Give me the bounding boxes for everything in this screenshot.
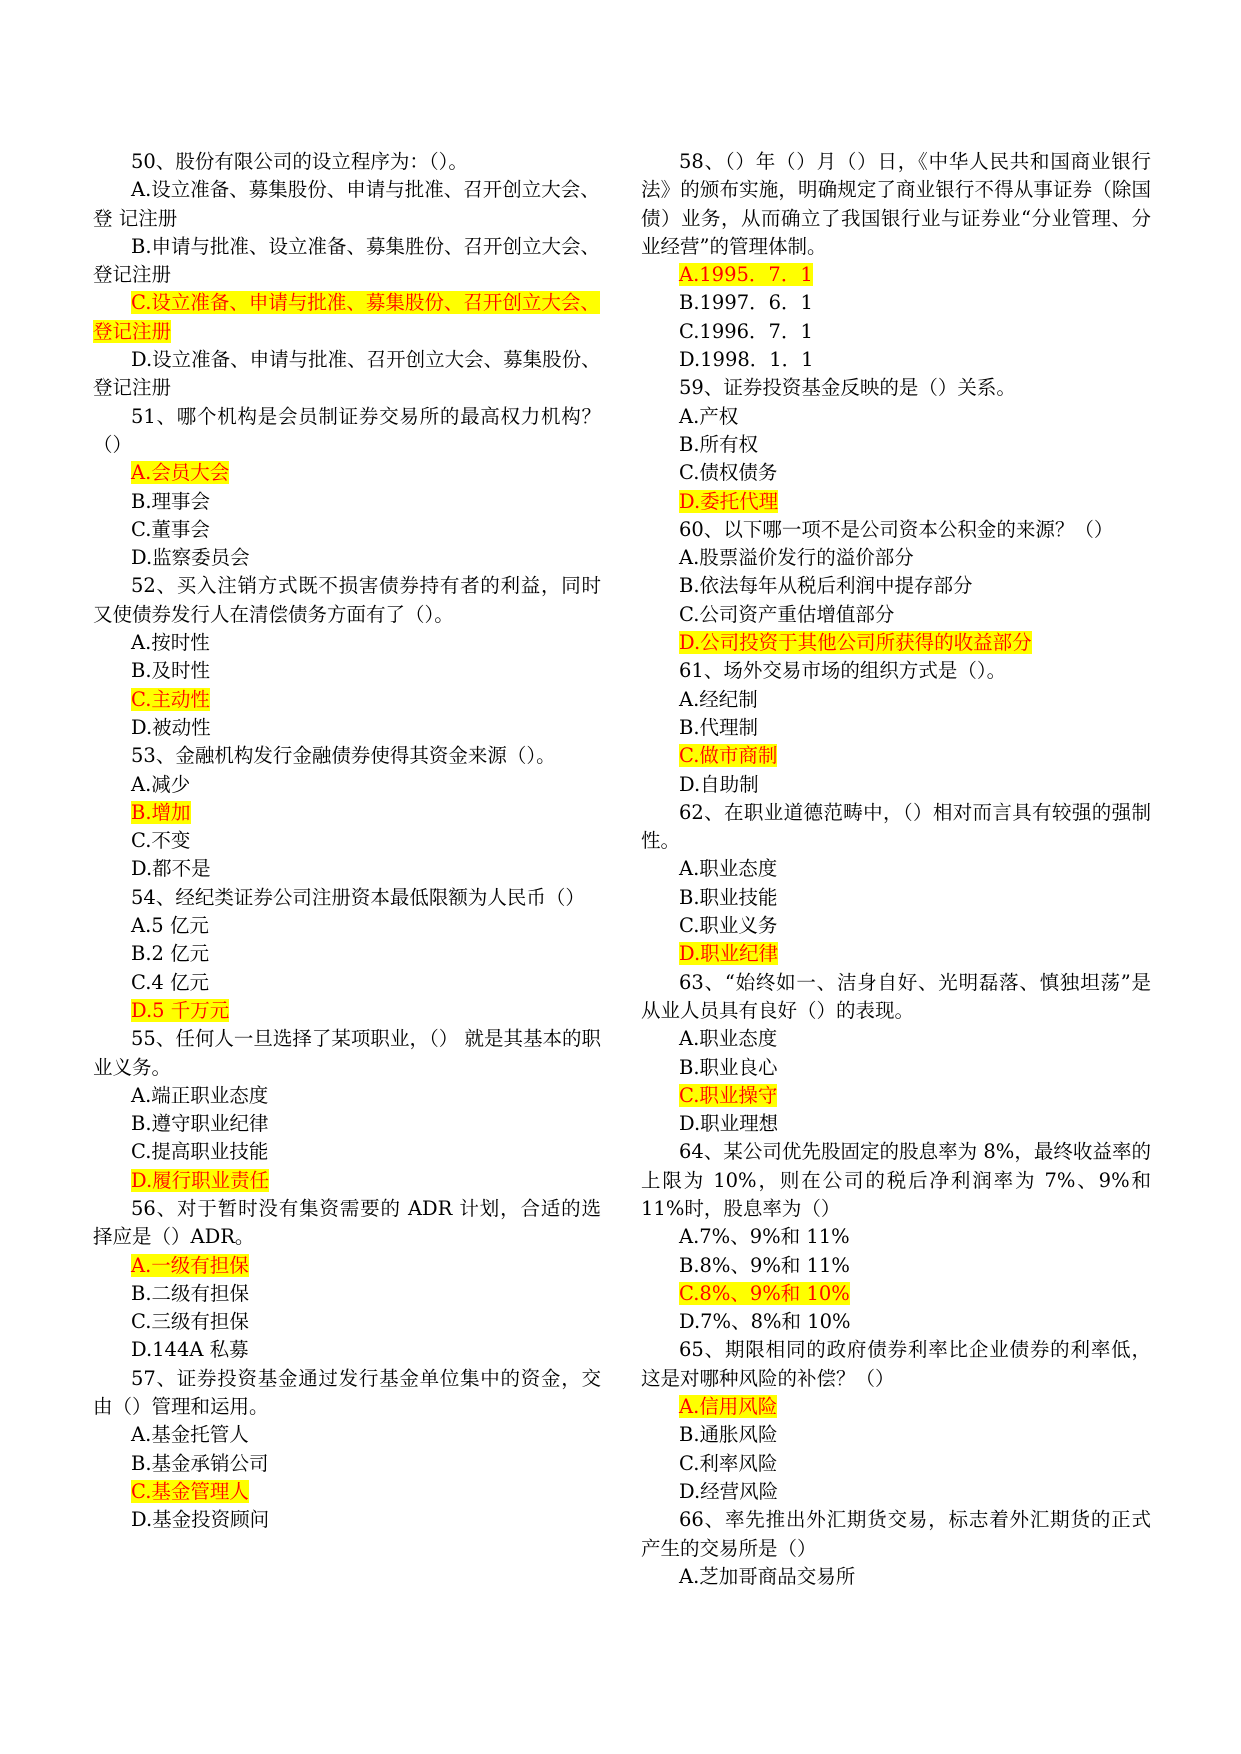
answer-option: [93, 799, 601, 827]
highlighted-correct-answer: D.履行职业责任: [131, 1168, 270, 1192]
question-text: [641, 516, 1151, 544]
option-label: D.自助制: [679, 772, 759, 796]
option-label: D.监察委员会: [131, 546, 250, 570]
answer-option: [93, 855, 601, 883]
question-text: [641, 374, 1151, 402]
answer-option: [93, 629, 601, 657]
option-label: B.基金承销公司: [131, 1451, 269, 1475]
highlighted-correct-answer: D.公司投资于其他公司所获得的收益部分: [679, 631, 1032, 655]
option-label: B.通胀风险: [679, 1423, 778, 1447]
answer-option: [641, 1082, 1151, 1110]
option-label: B.申请与批准、设立准备、募集胜份、召开创立大会、登记注册: [93, 234, 601, 287]
answer-option: [641, 1252, 1151, 1280]
highlighted-correct-answer: A.会员大会: [131, 461, 230, 485]
option-label: C.利率风险: [679, 1451, 778, 1475]
highlighted-correct-answer: C.8%、9%和 10%: [679, 1281, 850, 1305]
answer-option: [641, 884, 1151, 912]
answer-option: [641, 629, 1151, 657]
option-label: A.7%、9%和 11%: [679, 1225, 850, 1249]
answer-option: [641, 1054, 1151, 1082]
option-label: B.二级有担保: [131, 1281, 250, 1305]
answer-option: [93, 997, 601, 1025]
question-label: 50、股份有限公司的设立程序为：（）。: [131, 150, 468, 173]
answer-option: [641, 771, 1151, 799]
question-text: [641, 148, 1151, 261]
option-label: B.职业良心: [679, 1055, 778, 1079]
option-label: A.减少: [131, 772, 191, 796]
answer-option: [641, 1280, 1151, 1308]
question-label: 60、以下哪一项不是公司资本公积金的来源？（）: [679, 517, 1114, 541]
option-label: B.依法每年从税后利润中提存部分: [679, 574, 973, 598]
option-label: A.按时性: [131, 631, 210, 655]
question-text: [93, 403, 601, 460]
option-label: B.理事会: [131, 489, 211, 513]
question-text: [93, 884, 601, 912]
option-label: A.职业态度: [679, 857, 778, 881]
option-label: A.职业态度: [679, 1027, 778, 1051]
question-text: [93, 1365, 601, 1422]
question-label: 53、金融机构发行金融债券使得其资金来源（）。: [131, 744, 556, 768]
answer-option: [93, 771, 601, 799]
answer-option: [93, 1280, 601, 1308]
answer-option: [641, 912, 1151, 940]
option-label: C.董事会: [131, 517, 210, 541]
highlighted-correct-answer: D.委托代理: [679, 489, 779, 513]
option-label: B.及时性: [131, 659, 211, 683]
option-label: C.债权债务: [679, 461, 778, 485]
answer-option: [93, 686, 601, 714]
option-label: B.1997．6．1: [679, 291, 813, 315]
option-label: A.端正职业态度: [131, 1083, 269, 1107]
question-label: 52、买入注销方式既不损害债券持有者的利益，同时又使债券发行人在清偿债务方面有了（）。: [93, 574, 601, 626]
question-label: 63、“始终如一、洁身自好、光明磊落、慎独坦荡”是从业人员具有良好（）的表现。: [641, 970, 1151, 1022]
answer-option: [641, 289, 1151, 317]
question-text: [641, 969, 1151, 1026]
answer-option: [93, 233, 601, 290]
answer-option: [93, 289, 601, 346]
answer-option: [93, 940, 601, 968]
answer-option: [641, 572, 1151, 600]
option-label: A.芝加哥商品交易所: [679, 1564, 856, 1588]
answer-option: [641, 346, 1151, 374]
answer-option: [641, 1223, 1151, 1251]
question-text: [641, 1336, 1151, 1393]
question-label: 57、证券投资基金通过发行基金单位集中的资金，交由（）管理和运用。: [93, 1366, 601, 1419]
answer-option: [641, 742, 1151, 770]
answer-option: [93, 1450, 601, 1478]
answer-option: [641, 686, 1151, 714]
question-label: 51、哪个机构是会员制证券交易所的最高权力机构？（）: [93, 404, 601, 456]
answer-option: [93, 1308, 601, 1336]
answer-option: [93, 459, 601, 487]
option-label: C.4 亿元: [131, 970, 210, 994]
answer-option: [641, 1308, 1151, 1336]
option-label: B.所有权: [679, 432, 759, 456]
option-label: C.提高职业技能: [131, 1140, 269, 1164]
option-label: A.产权: [679, 404, 739, 428]
answer-option: [93, 1167, 601, 1195]
answer-option: [641, 601, 1151, 629]
answer-option: [93, 1506, 601, 1534]
answer-option: [641, 459, 1151, 487]
option-label: D.1998．1．1: [679, 348, 814, 372]
question-text: [641, 657, 1151, 685]
option-label: C.职业义务: [679, 914, 778, 938]
option-label: D.基金投资顾问: [131, 1508, 270, 1532]
question-label: 64、某公司优先股固定的股息率为 8%，最终收益率的上限为 10%，则在公司的税后净利润率为 7%、9%和 11%时，股息率为（）: [641, 1140, 1151, 1220]
question-text: [641, 1138, 1151, 1223]
answer-option: [641, 855, 1151, 883]
answer-option: [641, 431, 1151, 459]
question-label: 62、在职业道德范畴中，（）相对而言具有较强的强制性。: [641, 800, 1151, 853]
answer-option: [93, 346, 601, 403]
answer-option: [93, 488, 601, 516]
highlighted-correct-answer: C.职业操守: [679, 1083, 778, 1107]
highlighted-correct-answer: C.设立准备、申请与批准、募集股份、召开创立大会、登记注册: [93, 291, 600, 343]
question-label: 59、证券投资基金反映的是（）关系。: [679, 376, 1016, 400]
answer-option: [93, 176, 601, 233]
answer-option: [93, 1110, 601, 1138]
option-label: B.2 亿元: [131, 942, 210, 966]
highlighted-correct-answer: C.主动性: [131, 687, 210, 711]
answer-option: [93, 1082, 601, 1110]
option-label: A.设立准备、募集股份、申请与批准、召开创立大会、登 记注册: [93, 178, 600, 230]
left-column: [93, 148, 601, 1535]
highlighted-correct-answer: C.做市商制: [679, 744, 778, 768]
answer-option: [93, 912, 601, 940]
option-label: B.职业技能: [679, 885, 778, 909]
option-label: A.基金托管人: [131, 1423, 249, 1447]
question-text: [641, 1506, 1151, 1563]
option-label: B.代理制: [679, 715, 759, 739]
highlighted-correct-answer: A.信用风险: [679, 1395, 778, 1419]
answer-option: [641, 1563, 1151, 1591]
right-column: [641, 148, 1151, 1591]
answer-option: [93, 1478, 601, 1506]
option-label: B.遵守职业纪律: [131, 1112, 269, 1136]
answer-option: [93, 516, 601, 544]
answer-option: [93, 1421, 601, 1449]
option-label: D.144A 私募: [131, 1338, 249, 1362]
highlighted-correct-answer: D.职业纪律: [679, 942, 779, 966]
highlighted-correct-answer: B.增加: [131, 800, 191, 824]
question-label: 54、经纪类证券公司注册资本最低限额为人民币（）: [131, 885, 585, 909]
answer-option: [641, 1450, 1151, 1478]
option-label: A.股票溢价发行的溢价部分: [679, 546, 914, 570]
question-text: [93, 1025, 601, 1082]
option-label: D.设立准备、申请与批准、召开创立大会、募集股份、登记注册: [93, 348, 601, 400]
question-text: [641, 799, 1151, 856]
answer-option: [93, 827, 601, 855]
option-label: D.被动性: [131, 715, 211, 739]
question-text: [93, 572, 601, 629]
answer-option: [641, 714, 1151, 742]
option-label: C.1996．7．1: [679, 319, 813, 343]
answer-option: [641, 261, 1151, 289]
answer-option: [641, 488, 1151, 516]
highlighted-correct-answer: C.基金管理人: [131, 1479, 249, 1503]
highlighted-correct-answer: D.5 千万元: [131, 998, 230, 1022]
answer-option: [641, 1110, 1151, 1138]
question-label: 65、期限相同的政府债券利率比企业债券的利率低，这是对哪种风险的补偿？（）: [641, 1338, 1151, 1390]
answer-option: [641, 544, 1151, 572]
answer-option: [93, 657, 601, 685]
option-label: A.经纪制: [679, 687, 758, 711]
highlighted-correct-answer: A.一级有担保: [131, 1253, 249, 1277]
question-label: 56、对于暂时没有集资需要的 ADR 计划，合适的选择应是（）ADR。: [93, 1196, 601, 1249]
option-label: D.7%、8%和 10%: [679, 1310, 851, 1334]
question-text: [93, 1195, 601, 1252]
answer-option: [93, 714, 601, 742]
question-label: 58、（）年（）月（）日，《中华人民共和国商业银行法》的颁布实施，明确规定了商业银行不得从事证券（除国债）业务，从而确立了我国银行业与证券业“分业管理、分业经营”的管理体制。: [641, 150, 1151, 258]
option-label: B.8%、9%和 11%: [679, 1253, 850, 1277]
question-text: [93, 742, 601, 770]
answer-option: [641, 1393, 1151, 1421]
answer-option: [93, 1252, 601, 1280]
question-label: 55、任何人一旦选择了某项职业，（） 就是其基本的职业义务。: [93, 1027, 601, 1079]
answer-option: [93, 1336, 601, 1364]
answer-option: [641, 1025, 1151, 1053]
question-label: 66、率先推出外汇期货交易，标志着外汇期货的正式产生的交易所是（）: [641, 1508, 1151, 1560]
question-label: 61、场外交易市场的组织方式是（）。: [679, 659, 1007, 683]
option-label: C.不变: [131, 829, 191, 853]
option-label: C.公司资产重估增值部分: [679, 602, 895, 626]
option-label: D.经营风险: [679, 1479, 779, 1503]
question-text: [93, 148, 601, 176]
answer-option: [93, 1138, 601, 1166]
answer-option: [641, 1421, 1151, 1449]
option-label: A.5 亿元: [131, 914, 209, 938]
answer-option: [641, 1478, 1151, 1506]
answer-option: [641, 318, 1151, 346]
answer-option: [641, 403, 1151, 431]
answer-option: [641, 940, 1151, 968]
answer-option: [93, 544, 601, 572]
highlighted-correct-answer: A.1995．7．1: [679, 263, 813, 287]
option-label: D.都不是: [131, 857, 211, 881]
option-label: C.三级有担保: [131, 1310, 249, 1334]
answer-option: [93, 969, 601, 997]
option-label: D.职业理想: [679, 1112, 779, 1136]
